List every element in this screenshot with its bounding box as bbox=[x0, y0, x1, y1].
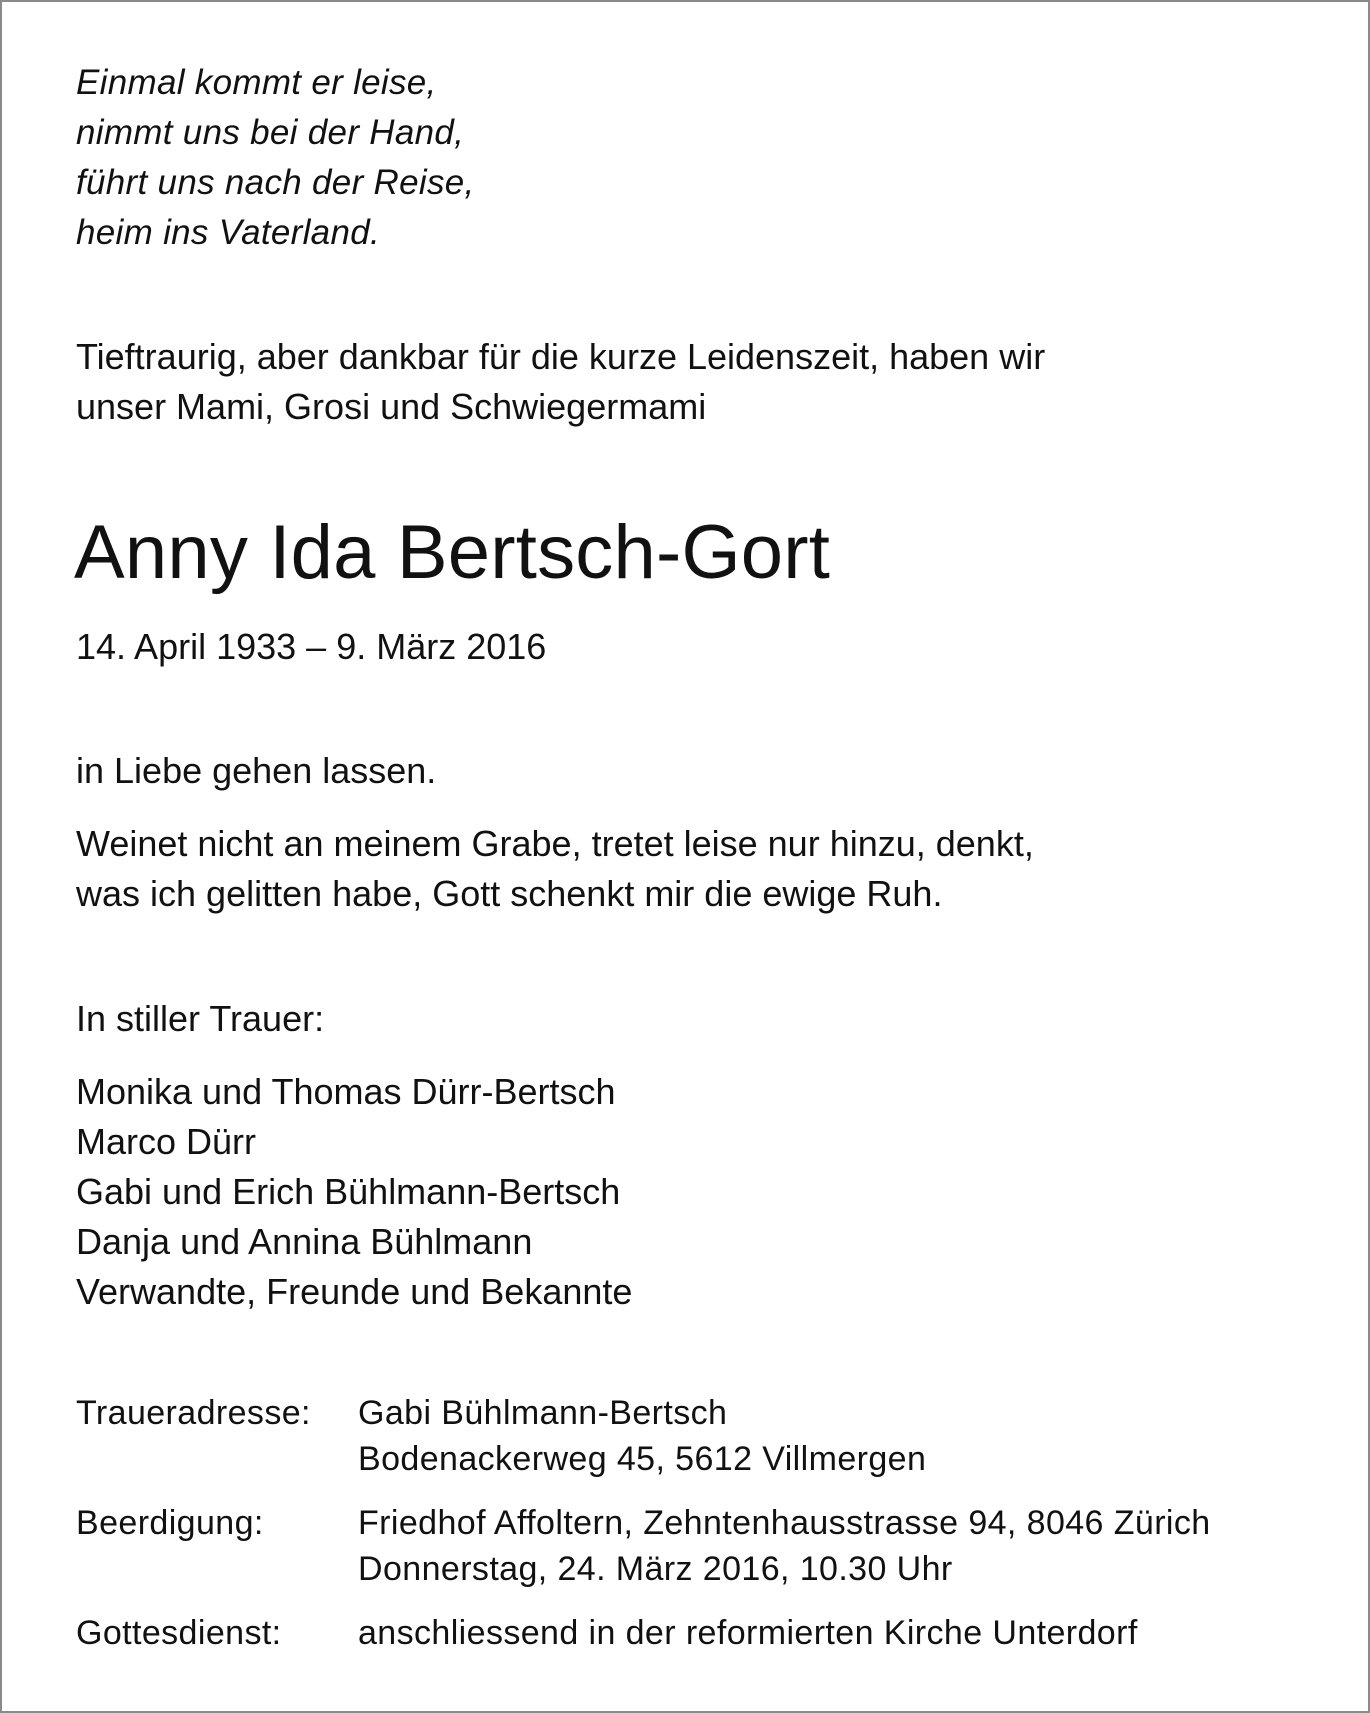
poem-line: nimmt uns bei der Hand, bbox=[76, 113, 465, 152]
verse-line: Weinet nicht an meinem Grabe, tretet leise nur hinzu, denkt, bbox=[76, 823, 1034, 864]
detail-values bbox=[358, 1500, 1211, 1592]
detail-label: Beerdigung: bbox=[76, 1504, 264, 1542]
detail-values bbox=[358, 1390, 926, 1482]
life-dates: 14. April 1933 – 9. März 2016 bbox=[76, 626, 547, 667]
detail-row-burial bbox=[76, 1500, 1211, 1592]
poem-line: Einmal kommt er leise, bbox=[76, 63, 437, 102]
detail-value: Donnerstag, 24. März 2016, 10.30 Uhr bbox=[358, 1550, 953, 1588]
detail-value: Bodenackerweg 45, 5612 Villmergen bbox=[358, 1440, 927, 1478]
mourner-name: Monika und Thomas Dürr-Bertsch bbox=[76, 1071, 616, 1112]
funeral-details bbox=[76, 1390, 1211, 1674]
intro-text bbox=[76, 332, 1045, 432]
mourners-list bbox=[76, 1067, 632, 1317]
mourner-name: Verwandte, Freunde und Bekannte bbox=[76, 1271, 633, 1312]
detail-values bbox=[358, 1610, 1138, 1656]
detail-value: Gabi Bühlmann-Bertsch bbox=[358, 1394, 728, 1432]
detail-row-mourning-address bbox=[76, 1390, 1211, 1482]
poem-line: heim ins Vaterland. bbox=[76, 213, 381, 252]
detail-value: anschliessend in der reformierten Kirche Unterdorf bbox=[358, 1614, 1138, 1652]
detail-label: Traueradresse: bbox=[76, 1394, 311, 1432]
intro-line: Tieftraurig, aber dankbar für die kurze Leidenszeit, haben wir bbox=[76, 336, 1046, 377]
mourner-name: Gabi und Erich Bühlmann-Bertsch bbox=[76, 1171, 621, 1212]
deceased-name: Anny Ida Bertsch-Gort bbox=[74, 510, 831, 595]
detail-row-service bbox=[76, 1610, 1211, 1656]
detail-label: Gottesdienst: bbox=[76, 1614, 282, 1652]
mourner-name: Marco Dürr bbox=[76, 1121, 257, 1162]
verse bbox=[76, 819, 1034, 919]
mourning-heading: In stiller Trauer: bbox=[76, 998, 325, 1039]
poem-line: führt uns nach der Reise, bbox=[76, 163, 475, 202]
detail-value: Friedhof Affoltern, Zehntenhausstrasse 94, 8046 Zürich bbox=[358, 1504, 1211, 1542]
let-go-text: in Liebe gehen lassen. bbox=[76, 750, 437, 791]
verse-line: was ich gelitten habe, Gott schenkt mir die ewige Ruh. bbox=[76, 873, 943, 914]
intro-line: unser Mami, Grosi und Schwiegermami bbox=[76, 386, 707, 427]
mourner-name: Danja und Annina Bühlmann bbox=[76, 1221, 533, 1262]
poem bbox=[76, 58, 475, 258]
